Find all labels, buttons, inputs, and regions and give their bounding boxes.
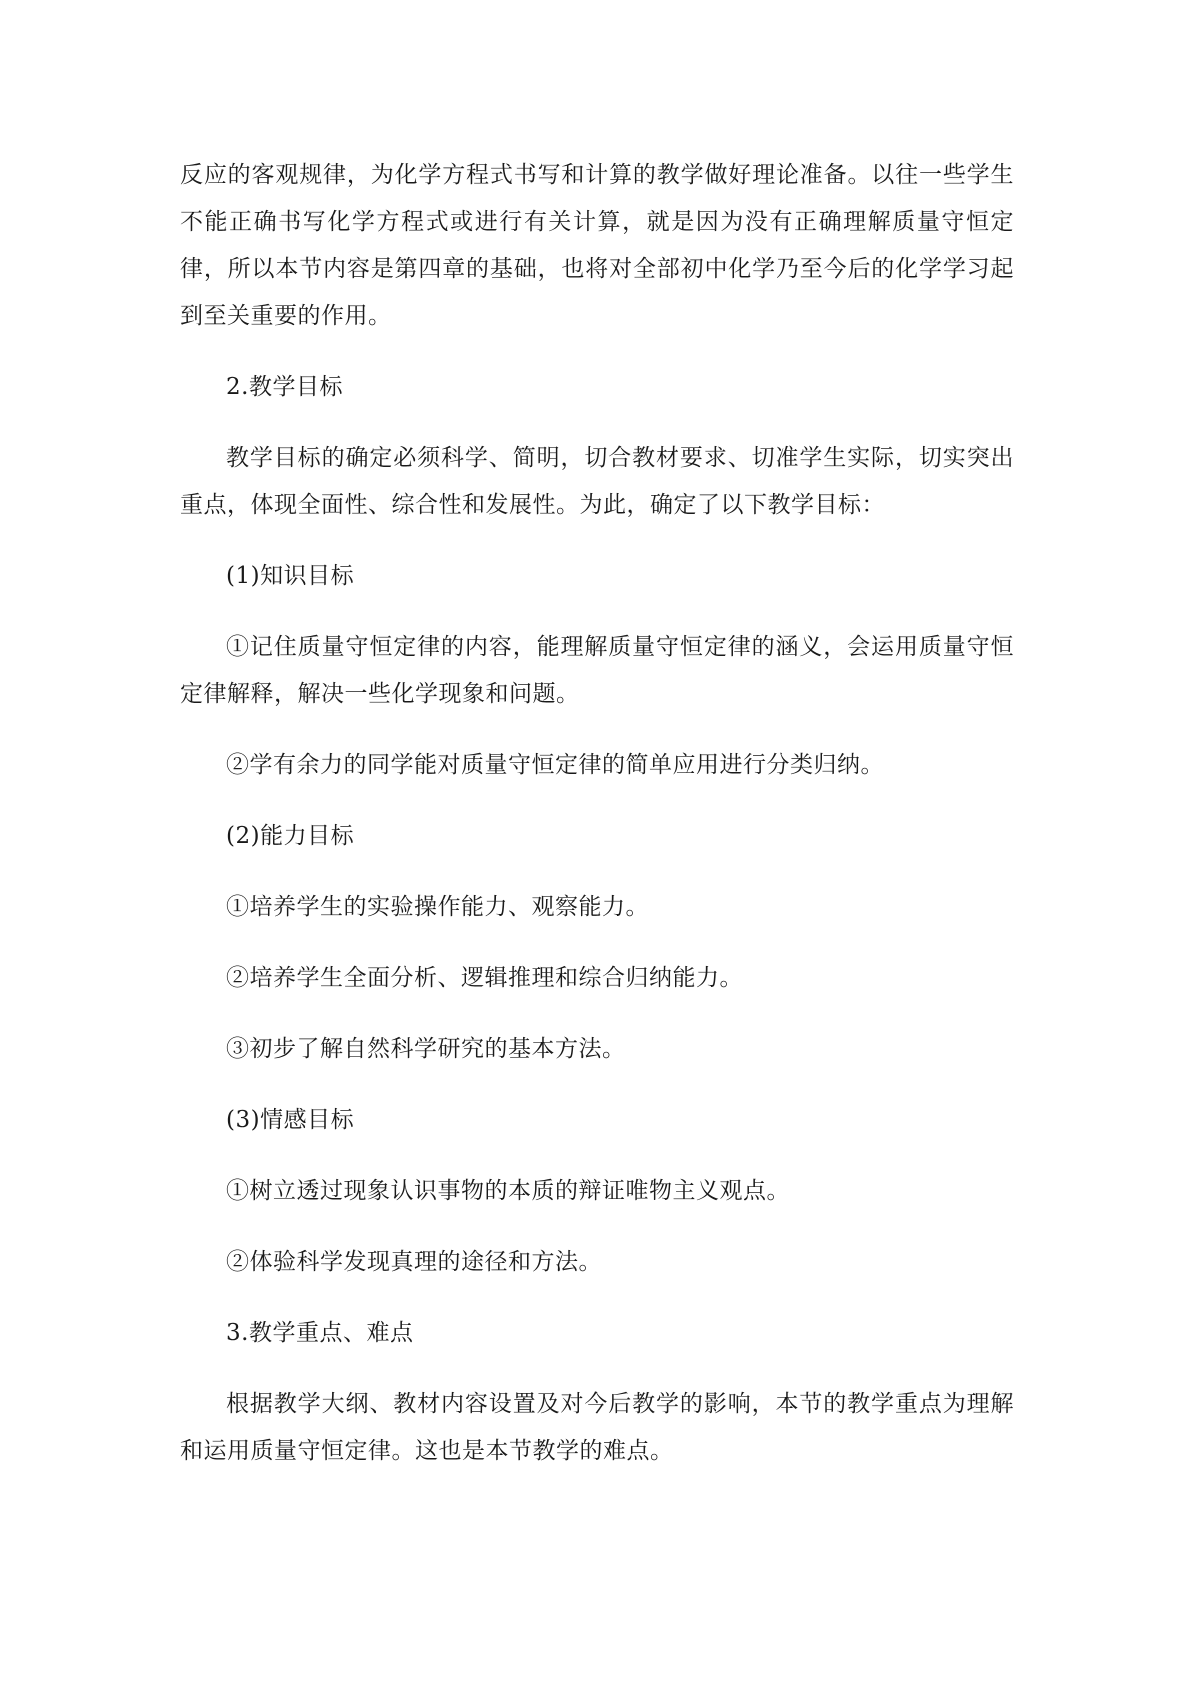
ability-goal-item: ①培养学生的实验操作能力、观察能力。 <box>226 894 649 920</box>
ability-goal-item: ②培养学生全面分析、逻辑推理和综合归纳能力。 <box>226 965 743 991</box>
document-body <box>180 152 1014 1499</box>
emotion-goal-item: ①树立透过现象认识事物的本质的辩证唯物主义观点。 <box>226 1178 790 1204</box>
intro-paragraph: 反应的客观规律，为化学方程式书写和计算的教学做好理论准备。以往一些学生不能正确书写化学方程式或进行有关计算，就是因为没有正确理解质量守恒定律，所以本节内容是第四章的基础，也将对全部初中化学乃至今后的化学学习起到至关重要的作用。 <box>180 162 1014 329</box>
knowledge-goal-item: ②学有余力的同学能对质量守恒定律的简单应用进行分类归纳。 <box>226 752 884 778</box>
focus-paragraph: 根据教学大纲、教材内容设置及对今后教学的影响，本节的教学重点为理解和运用质量守恒定律。这也是本节教学的难点。 <box>180 1391 1014 1464</box>
subheading-emotion-goals: (3)情感目标 <box>226 1107 355 1133</box>
goals-paragraph: 教学目标的确定必须科学、简明，切合教材要求、切准学生实际，切实突出重点，体现全面性、综合性和发展性。为此，确定了以下教学目标： <box>180 445 1014 518</box>
subheading-knowledge-goals: (1)知识目标 <box>226 563 355 589</box>
section-heading-focus-difficulty: 3.教学重点、难点 <box>226 1320 414 1346</box>
ability-goal-item: ③初步了解自然科学研究的基本方法。 <box>226 1036 626 1062</box>
knowledge-goal-item: ①记住质量守恒定律的内容，能理解质量守恒定律的涵义，会运用质量守恒定律解释，解决一些化学现象和问题。 <box>180 634 1014 707</box>
section-heading-teaching-goals: 2.教学目标 <box>226 374 343 400</box>
emotion-goal-item: ②体验科学发现真理的途径和方法。 <box>226 1249 602 1275</box>
subheading-ability-goals: (2)能力目标 <box>226 823 355 849</box>
